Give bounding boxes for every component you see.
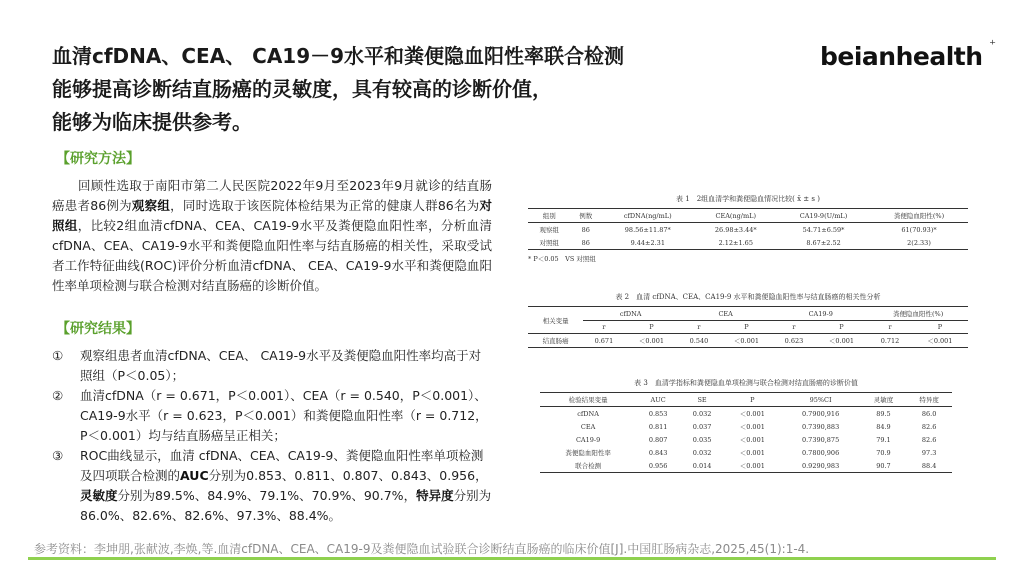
- result-number: ②: [52, 388, 64, 403]
- table-header: CEA: [678, 307, 773, 321]
- table-header: CA19-9(U/mL): [777, 209, 870, 223]
- table-cell: 86.0: [921, 409, 937, 418]
- table-1-note: * P＜0.05 VS 对照组: [528, 255, 596, 263]
- table-cell: 88.4: [906, 459, 952, 473]
- table-cell: 0.671: [583, 334, 625, 348]
- table-cell: 0.7390,883: [801, 422, 840, 431]
- table-cell: 86: [570, 236, 601, 250]
- table-cell: 84.9: [876, 422, 891, 431]
- table-cell: 0.035: [692, 435, 712, 444]
- table-3-block: [540, 378, 952, 473]
- table-cell: 对照组: [528, 236, 570, 250]
- table-cell: 0.853: [648, 409, 668, 418]
- result-text-c: 分别为89.5%、84.9%、79.1%、70.9%、90.7%，: [117, 488, 417, 503]
- table-2-block: [528, 292, 968, 348]
- table-row: [528, 334, 968, 348]
- table-cell: 观察组: [539, 226, 559, 234]
- table-cell: 0.843: [648, 448, 668, 457]
- control-group-term: 对照组: [52, 198, 492, 233]
- title-line-1: 血清cfDNA、CEA、 CA19－9水平和粪便隐血阳性率联合检测: [52, 44, 625, 68]
- table-subheader: r: [773, 321, 815, 334]
- table-2-caption: 表 2 血清 cfDNA、CEA、CA19-9 水平和粪便隐血阳性率与结直肠癌的相关性分析: [615, 293, 881, 301]
- table-cell: ＜0.001: [720, 334, 773, 348]
- table-cell: ＜0.001: [912, 334, 968, 348]
- table-header: CA19-9: [773, 307, 868, 321]
- title-line-3: 能够为临床提供参考。: [52, 110, 252, 134]
- table-row: [540, 433, 952, 446]
- table-cell: 联合检测: [540, 459, 636, 473]
- table-cell: 26.98±3.44*: [714, 225, 757, 234]
- table-header: cfDNA(ng/mL): [601, 209, 694, 223]
- methods-text-a: 回顾性选取于南阳市第二人民医院2022年9月至2023年9月就诊的结直肠癌患者86例为: [52, 178, 492, 213]
- methods-heading: 【研究方法】: [56, 151, 140, 167]
- table-cell: 97.3: [921, 448, 937, 457]
- table-header: 组别: [528, 209, 570, 223]
- brand-logo: [820, 38, 996, 71]
- table-subheader: P: [912, 321, 968, 334]
- table-header: cfDNA: [583, 307, 678, 321]
- brand-name: beianhealth: [820, 42, 983, 71]
- result-number: ③: [52, 448, 64, 463]
- table-cell: 0.623: [773, 334, 815, 348]
- table-cell: 9.44±2.31: [601, 236, 694, 250]
- table-cell: ＜0.001: [739, 423, 765, 431]
- table-cell: 86: [581, 225, 590, 234]
- table-3: [540, 392, 952, 473]
- table-cell: 0.7800,906: [801, 448, 840, 457]
- result-item-1: [52, 346, 492, 386]
- table-cell: CEA: [580, 422, 596, 431]
- table-cell: 82.6: [921, 435, 937, 444]
- table-subheader: P: [720, 321, 773, 334]
- table-3-caption: 表 3 血清学指标和粪便隐血单项检测与联合检测对结直肠癌的诊断价值: [634, 379, 858, 387]
- table-cell: 结直肠癌: [528, 334, 583, 348]
- table-cell: 70.9: [876, 448, 891, 457]
- slide-title: [52, 40, 672, 139]
- title-line-2: 能够提高诊断结直肠癌的灵敏度，具有较高的诊断价值，: [52, 77, 552, 101]
- table-1-caption: 表 1 2组血清学和粪便隐血情况比较( x̄ ± s ): [676, 195, 820, 203]
- table-cell: ＜0.001: [625, 334, 678, 348]
- result-text-d: 分别为86.0%、82.6%、82.6%、97.3%、88.4%。: [80, 488, 492, 523]
- table-cell: 8.67±2.52: [777, 236, 870, 250]
- result-text: 血清cfDNA（r = 0.671，P＜0.001）、CEA（r = 0.540，P＜0.001）、CA19-9水平（r = 0.623，P＜0.001）和粪便隐血阳性率（r = 0.712，P＜0.001）均与结直肠癌呈正相关；: [80, 388, 488, 443]
- table-cell: 0.540: [678, 334, 720, 348]
- table-subheader: r: [868, 321, 912, 334]
- table-cell: CA19-9: [575, 435, 601, 444]
- table-cell: 0.807: [648, 435, 668, 444]
- table-subheader: r: [583, 321, 625, 334]
- specificity-term: 特异度: [416, 488, 454, 503]
- table-row: [540, 459, 952, 473]
- table-row: [528, 236, 968, 250]
- table-header: 95%CI: [781, 393, 861, 407]
- table-cell: 98.56±11.87*: [624, 225, 671, 234]
- table-header: 粪便隐血阳性(%): [870, 209, 968, 223]
- table-cell: 0.032: [692, 448, 712, 457]
- table-header: 例数: [570, 209, 601, 223]
- result-number: ①: [52, 348, 64, 363]
- table-cell: ＜0.001: [724, 459, 781, 473]
- table-cell: 2(2.33): [870, 236, 968, 250]
- footer-accent-bar: [28, 557, 996, 560]
- table-cell: 2.12±1.65: [694, 236, 777, 250]
- result-item-3: [52, 446, 492, 526]
- table-1: [528, 208, 968, 250]
- table-1-block: [528, 194, 968, 263]
- table-header: 相关变量: [528, 307, 583, 334]
- table-header: SE: [680, 393, 724, 407]
- table-header: CEA(ng/mL): [694, 209, 777, 223]
- table-cell: ＜0.001: [739, 410, 765, 418]
- table-cell: 0.811: [648, 422, 668, 431]
- table-row: [540, 446, 952, 459]
- table-cell: 0.7900,916: [801, 409, 840, 418]
- table-cell: 0.032: [692, 409, 712, 418]
- table-cell: 54.71±6.59*: [802, 225, 845, 234]
- table-cell: 89.5: [876, 409, 891, 418]
- table-cell: cfDNA: [577, 409, 599, 418]
- result-text-b: 分别为0.853、0.811、0.807、0.843、0.956，: [208, 468, 488, 483]
- table-header: AUC: [636, 393, 680, 407]
- table-cell: ＜0.001: [739, 449, 765, 457]
- results-heading: 【研究结果】: [56, 321, 140, 337]
- result-text-a: ROC曲线显示，血清 cfDNA、CEA、CA19-9、粪便隐血阳性率单项检测及四项联合检测的: [80, 448, 484, 483]
- sparkle-icon: ⁺: [989, 38, 996, 53]
- table-cell: 0.014: [680, 459, 724, 473]
- table-cell: 粪便隐血阳性率: [565, 449, 611, 457]
- methods-paragraph: [52, 176, 492, 296]
- table-cell: 90.7: [861, 459, 907, 473]
- table-header: P: [724, 393, 781, 407]
- table-cell: 61(70.93)*: [901, 225, 937, 234]
- table-cell: 0.7390,875: [801, 435, 840, 444]
- table-cell: 0.037: [692, 422, 712, 431]
- table-cell: 0.9290,983: [781, 459, 861, 473]
- table-header: 粪便隐血阳性(%): [868, 307, 968, 321]
- table-header: 灵敏度: [861, 393, 907, 407]
- methods-text-b: ，同时选取于该医院体检结果为正常的健康人群86名为: [170, 198, 480, 213]
- table-cell: 0.956: [636, 459, 680, 473]
- observation-group-term: 观察组: [131, 198, 171, 213]
- table-cell: 79.1: [876, 435, 891, 444]
- table-cell: 0.712: [868, 334, 912, 348]
- table-header: 检验结果变量: [540, 393, 636, 407]
- table-row: [540, 420, 952, 433]
- table-header: 特异度: [906, 393, 952, 407]
- table-cell: ＜0.001: [739, 436, 765, 444]
- reference-citation: 参考资料：李坤朋,张献波,李焕,等.血清cfDNA、CEA、CA19-9及粪便隐血试验联合诊断结直肠癌的临床价值[J].中国肛肠病杂志,2025,45(1):1-4.: [34, 542, 810, 556]
- table-subheader: P: [625, 321, 678, 334]
- result-item-2: [52, 386, 492, 446]
- table-cell: 82.6: [921, 422, 937, 431]
- methods-text-c: ，比较2组血清cfDNA、CEA、CA19-9水平及粪便隐血阳性率，分析血清cfDNA、CEA、CA19-9水平和粪便隐血阳性率与结直肠癌的相关性，采取受试者工作特征曲线(ROC)评价分析血清cfDNA、 CEA、CA19-9水平和粪便隐血阳性率单项检测与联合检测对结直肠癌的诊断价值。: [52, 218, 492, 293]
- result-text: 观察组患者血清cfDNA、CEA、 CA19-9水平及粪便隐血阳性率均高于对照组（P＜0.05）；: [80, 348, 482, 383]
- table-subheader: r: [678, 321, 720, 334]
- results-list: [52, 346, 492, 526]
- auc-term: AUC: [180, 468, 209, 483]
- table-subheader: P: [815, 321, 868, 334]
- table-cell: ＜0.001: [815, 334, 868, 348]
- table-row: [528, 223, 968, 237]
- table-2: [528, 306, 968, 348]
- table-row: [540, 407, 952, 421]
- sensitivity-term: 灵敏度: [80, 488, 118, 503]
